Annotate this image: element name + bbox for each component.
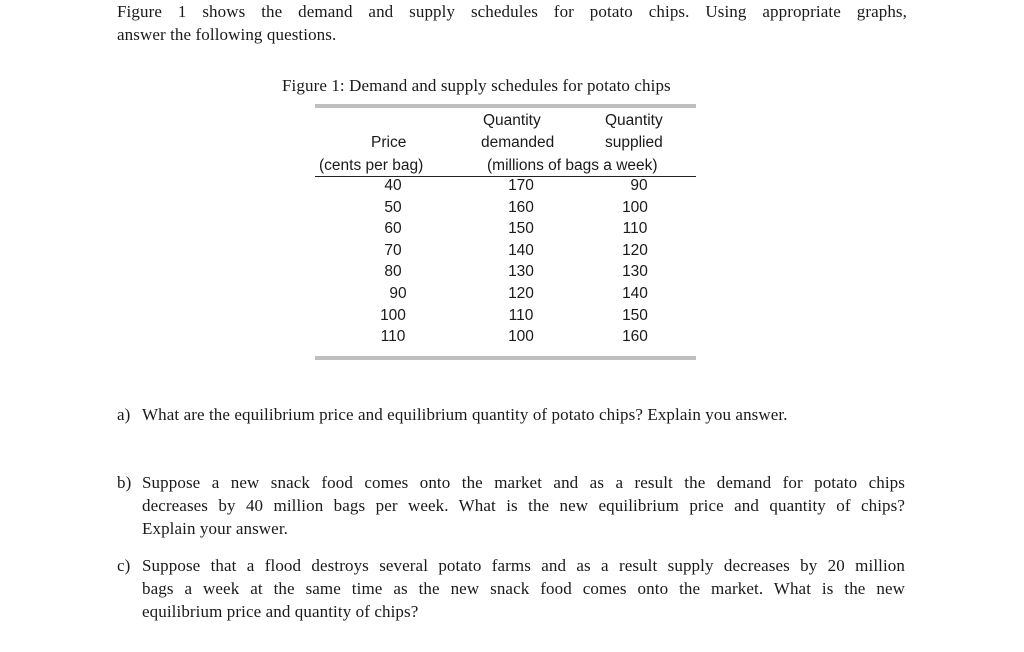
schedule-table xyxy=(315,104,696,360)
cell-supplied: 110 xyxy=(622,220,648,238)
cell-supplied: 150 xyxy=(622,306,648,324)
question-line: bags a week at the same time as the new snack food comes onto the market. What is the new xyxy=(142,579,905,598)
intro-paragraph xyxy=(117,0,907,46)
table-row xyxy=(315,220,696,242)
header-price: Price xyxy=(371,134,407,151)
cell-demanded: 120 xyxy=(508,284,534,302)
header-units: (millions of bags a week) xyxy=(487,157,658,174)
cell-supplied: 100 xyxy=(622,198,648,216)
cell-supplied: 120 xyxy=(622,241,648,259)
question-line: decreases by 40 million bags per week. What is the new equilibrium price and quantity of chips? xyxy=(142,496,905,515)
table-row xyxy=(315,177,696,199)
header-qs-2: supplied xyxy=(605,134,663,151)
cell-demanded: 130 xyxy=(508,263,534,281)
table-body xyxy=(315,177,696,350)
cell-price: 90 xyxy=(389,284,407,302)
question-line: Explain your answer. xyxy=(142,519,288,538)
intro-line: Figure 1 shows the demand and supply schedules for potato chips. Using appropriate graphs, xyxy=(117,2,907,21)
question-label: a) xyxy=(117,405,131,424)
table-bottom-rule xyxy=(315,356,696,360)
intro-line: answer the following questions. xyxy=(117,25,337,44)
cell-demanded: 150 xyxy=(508,220,534,238)
cell-demanded: 140 xyxy=(508,241,534,259)
cell-price: 60 xyxy=(384,220,402,238)
cell-price: 50 xyxy=(384,198,402,216)
table-header xyxy=(315,108,696,176)
table-row xyxy=(315,242,696,264)
question-line: What are the equilibrium price and equilibrium quantity of potato chips? Explain you answer. xyxy=(142,405,788,424)
header-qd-1: Quantity xyxy=(483,112,541,129)
table-row xyxy=(315,263,696,285)
cell-price: 70 xyxy=(384,241,402,259)
table-row xyxy=(315,328,696,350)
cell-demanded: 110 xyxy=(508,306,534,324)
cell-demanded: 100 xyxy=(508,328,534,346)
question-line: Suppose a new snack food comes onto the market and as a result the demand for potato chips xyxy=(142,473,905,492)
cell-price: 110 xyxy=(380,328,406,346)
cell-supplied: 140 xyxy=(622,284,648,302)
header-qs-1: Quantity xyxy=(605,112,663,129)
table-row xyxy=(315,285,696,307)
question-line: Suppose that a flood destroys several potato farms and as a result supply decreases by 20 million xyxy=(142,556,905,575)
question-label: b) xyxy=(117,473,132,492)
cell-demanded: 170 xyxy=(508,177,534,194)
figure-caption: Figure 1: Demand and supply schedules for potato chips xyxy=(282,76,671,95)
cell-supplied: 130 xyxy=(622,263,648,281)
cell-price: 100 xyxy=(380,306,406,324)
header-qd-2: demanded xyxy=(481,134,555,151)
question-label: c) xyxy=(117,556,131,575)
cell-demanded: 160 xyxy=(508,198,534,216)
table-row xyxy=(315,307,696,329)
header-price-unit: (cents per bag) xyxy=(319,157,424,174)
cell-price: 40 xyxy=(384,177,402,194)
question-line: equilibrium price and quantity of chips? xyxy=(142,602,419,621)
cell-supplied: 160 xyxy=(622,328,648,346)
table-row xyxy=(315,199,696,221)
cell-price: 80 xyxy=(384,263,402,281)
cell-supplied: 90 xyxy=(630,177,648,194)
